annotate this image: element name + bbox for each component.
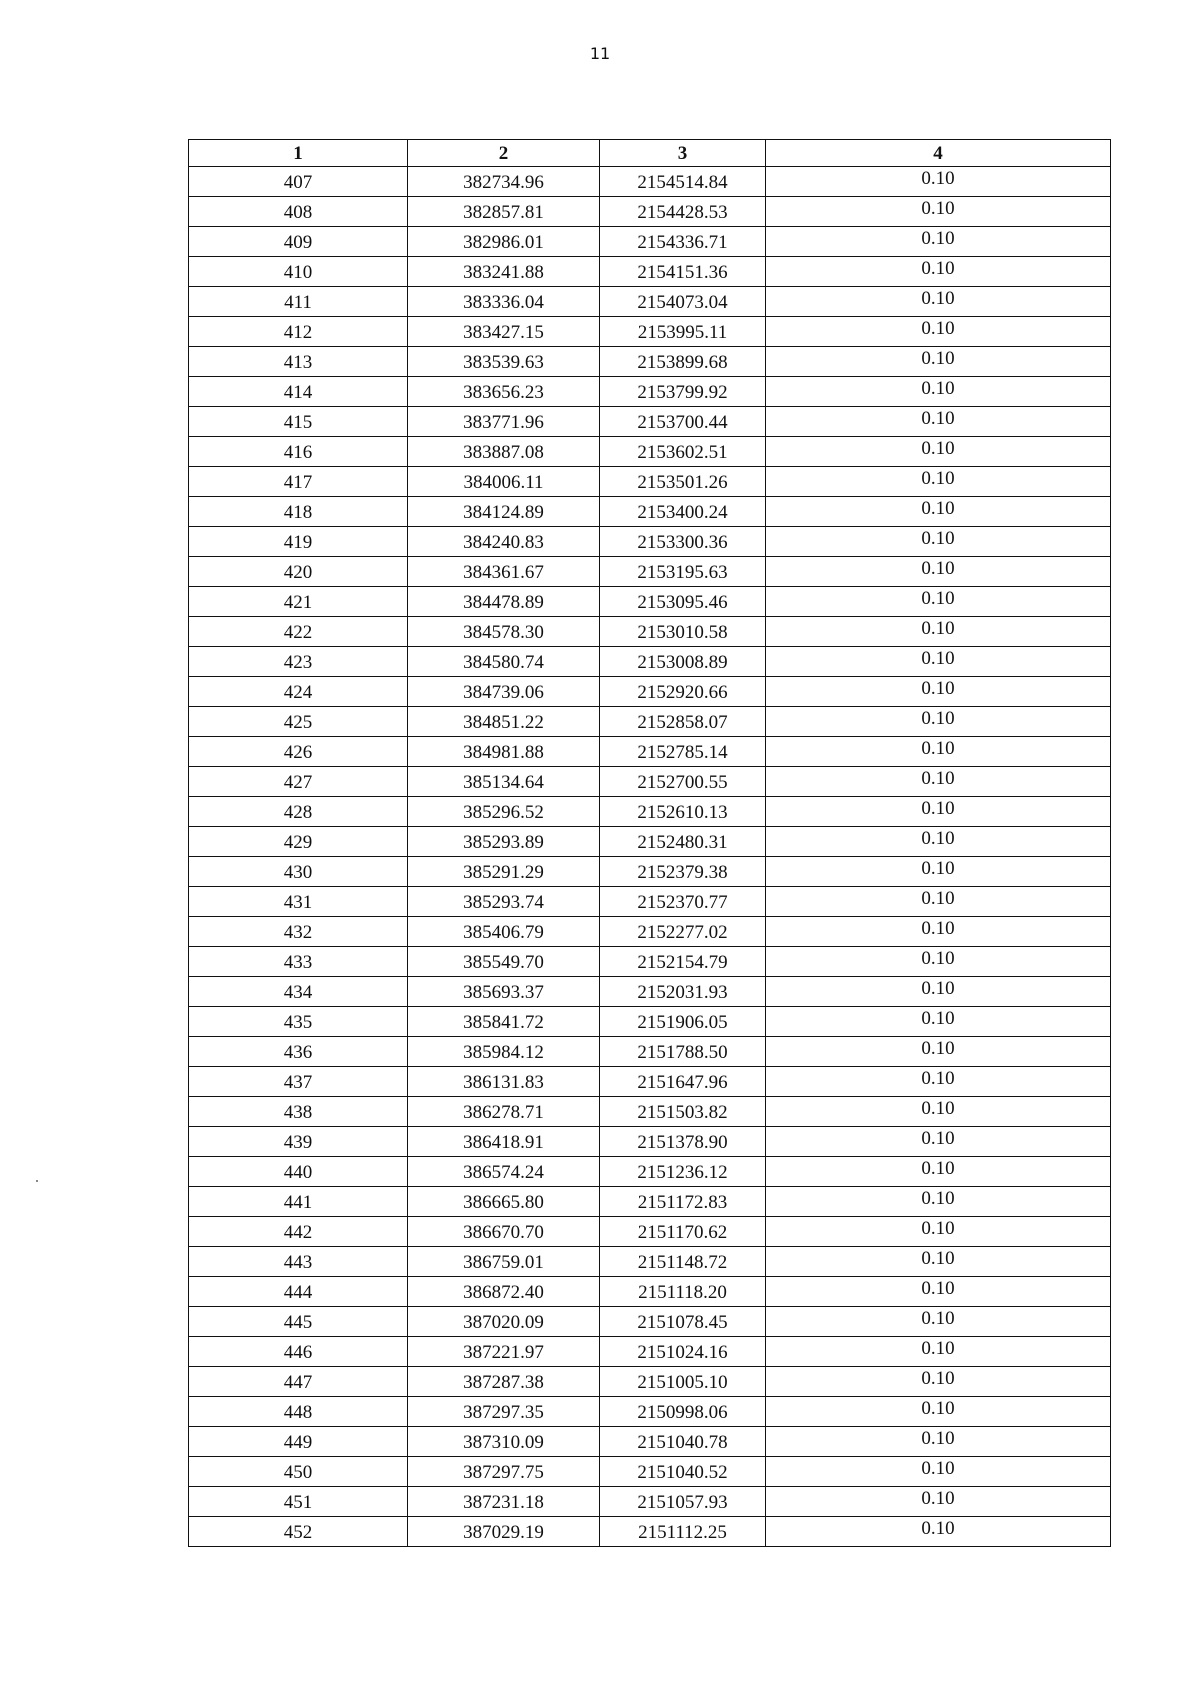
error-value-cell: 0.10 xyxy=(766,1307,1111,1337)
y-coordinate-cell: 2151118.20 xyxy=(600,1277,766,1307)
y-coordinate-cell: 2153095.46 xyxy=(600,587,766,617)
y-coordinate-cell: 2151148.72 xyxy=(600,1247,766,1277)
table-row xyxy=(189,887,1111,917)
y-coordinate-cell: 2151040.78 xyxy=(600,1427,766,1457)
x-coordinate-cell: 387310.09 xyxy=(408,1427,600,1457)
point-number-cell: 412 xyxy=(189,317,408,347)
table-row xyxy=(189,527,1111,557)
y-coordinate-cell: 2153008.89 xyxy=(600,647,766,677)
point-number-cell: 423 xyxy=(189,647,408,677)
error-value-cell: 0.10 xyxy=(766,767,1111,797)
table-row xyxy=(189,257,1111,287)
error-value-cell: 0.10 xyxy=(766,1337,1111,1367)
table-row xyxy=(189,377,1111,407)
point-number-cell: 413 xyxy=(189,347,408,377)
y-coordinate-cell: 2150998.06 xyxy=(600,1397,766,1427)
point-number-cell: 437 xyxy=(189,1067,408,1097)
error-value-cell: 0.10 xyxy=(766,1007,1111,1037)
point-number-cell: 426 xyxy=(189,737,408,767)
table-row xyxy=(189,1307,1111,1337)
error-value-cell: 0.10 xyxy=(766,497,1111,527)
table-row xyxy=(189,167,1111,197)
table-row xyxy=(189,827,1111,857)
table-row xyxy=(189,857,1111,887)
point-number-cell: 422 xyxy=(189,617,408,647)
table-row xyxy=(189,947,1111,977)
table-row xyxy=(189,1007,1111,1037)
y-coordinate-cell: 2152920.66 xyxy=(600,677,766,707)
table-row xyxy=(189,467,1111,497)
error-value-cell: 0.10 xyxy=(766,647,1111,677)
error-value-cell: 0.10 xyxy=(766,1487,1111,1517)
error-value-cell: 0.10 xyxy=(766,437,1111,467)
error-value-cell: 0.10 xyxy=(766,707,1111,737)
error-value-cell: 0.10 xyxy=(766,587,1111,617)
error-value-cell: 0.10 xyxy=(766,1517,1111,1547)
point-number-cell: 429 xyxy=(189,827,408,857)
error-value-cell: 0.10 xyxy=(766,1097,1111,1127)
point-number-cell: 431 xyxy=(189,887,408,917)
x-coordinate-cell: 387297.75 xyxy=(408,1457,600,1487)
error-value-cell: 0.10 xyxy=(766,1397,1111,1427)
point-number-cell: 445 xyxy=(189,1307,408,1337)
table-row xyxy=(189,1067,1111,1097)
point-number-cell: 410 xyxy=(189,257,408,287)
y-coordinate-cell: 2151057.93 xyxy=(600,1487,766,1517)
table-row xyxy=(189,677,1111,707)
x-coordinate-cell: 383656.23 xyxy=(408,377,600,407)
table-row xyxy=(189,497,1111,527)
y-coordinate-cell: 2151788.50 xyxy=(600,1037,766,1067)
point-number-cell: 450 xyxy=(189,1457,408,1487)
table-row xyxy=(189,1367,1111,1397)
x-coordinate-cell: 383887.08 xyxy=(408,437,600,467)
y-coordinate-cell: 2152700.55 xyxy=(600,767,766,797)
y-coordinate-cell: 2151236.12 xyxy=(600,1157,766,1187)
y-coordinate-cell: 2151503.82 xyxy=(600,1097,766,1127)
point-number-cell: 421 xyxy=(189,587,408,617)
x-coordinate-cell: 385296.52 xyxy=(408,797,600,827)
table-row xyxy=(189,1097,1111,1127)
point-number-cell: 441 xyxy=(189,1187,408,1217)
y-coordinate-cell: 2152154.79 xyxy=(600,947,766,977)
point-number-cell: 420 xyxy=(189,557,408,587)
x-coordinate-cell: 384981.88 xyxy=(408,737,600,767)
error-value-cell: 0.10 xyxy=(766,317,1111,347)
error-value-cell: 0.10 xyxy=(766,227,1111,257)
point-number-cell: 432 xyxy=(189,917,408,947)
point-number-cell: 415 xyxy=(189,407,408,437)
coordinates-table xyxy=(188,139,1111,1547)
x-coordinate-cell: 383539.63 xyxy=(408,347,600,377)
point-number-cell: 436 xyxy=(189,1037,408,1067)
y-coordinate-cell: 2152610.13 xyxy=(600,797,766,827)
table-row xyxy=(189,1487,1111,1517)
table-row xyxy=(189,587,1111,617)
x-coordinate-cell: 385293.74 xyxy=(408,887,600,917)
y-coordinate-cell: 2151024.16 xyxy=(600,1337,766,1367)
point-number-cell: 443 xyxy=(189,1247,408,1277)
point-number-cell: 447 xyxy=(189,1367,408,1397)
y-coordinate-cell: 2153799.92 xyxy=(600,377,766,407)
y-coordinate-cell: 2151170.62 xyxy=(600,1217,766,1247)
x-coordinate-cell: 385406.79 xyxy=(408,917,600,947)
y-coordinate-cell: 2153400.24 xyxy=(600,497,766,527)
error-value-cell: 0.10 xyxy=(766,947,1111,977)
y-coordinate-cell: 2152480.31 xyxy=(600,827,766,857)
x-coordinate-cell: 384006.11 xyxy=(408,467,600,497)
table-row xyxy=(189,977,1111,1007)
table-row xyxy=(189,1157,1111,1187)
table-row xyxy=(189,287,1111,317)
y-coordinate-cell: 2154151.36 xyxy=(600,257,766,287)
y-coordinate-cell: 2152379.38 xyxy=(600,857,766,887)
y-coordinate-cell: 2151040.52 xyxy=(600,1457,766,1487)
x-coordinate-cell: 385693.37 xyxy=(408,977,600,1007)
table-row xyxy=(189,647,1111,677)
page-number: 11 xyxy=(589,44,611,63)
y-coordinate-cell: 2152277.02 xyxy=(600,917,766,947)
x-coordinate-cell: 386670.70 xyxy=(408,1217,600,1247)
point-number-cell: 435 xyxy=(189,1007,408,1037)
point-number-cell: 428 xyxy=(189,797,408,827)
table-row xyxy=(189,917,1111,947)
point-number-cell: 430 xyxy=(189,857,408,887)
point-number-cell: 452 xyxy=(189,1517,408,1547)
table-row xyxy=(189,737,1111,767)
point-number-cell: 424 xyxy=(189,677,408,707)
error-value-cell: 0.10 xyxy=(766,287,1111,317)
x-coordinate-cell: 384851.22 xyxy=(408,707,600,737)
table-row xyxy=(189,407,1111,437)
table-row xyxy=(189,1277,1111,1307)
y-coordinate-cell: 2153300.36 xyxy=(600,527,766,557)
y-coordinate-cell: 2151005.10 xyxy=(600,1367,766,1397)
error-value-cell: 0.10 xyxy=(766,1217,1111,1247)
error-value-cell: 0.10 xyxy=(766,1037,1111,1067)
x-coordinate-cell: 387221.97 xyxy=(408,1337,600,1367)
error-value-cell: 0.10 xyxy=(766,887,1111,917)
x-coordinate-cell: 384580.74 xyxy=(408,647,600,677)
point-number-cell: 433 xyxy=(189,947,408,977)
table-row xyxy=(189,1127,1111,1157)
error-value-cell: 0.10 xyxy=(766,677,1111,707)
y-coordinate-cell: 2153899.68 xyxy=(600,347,766,377)
y-coordinate-cell: 2151112.25 xyxy=(600,1517,766,1547)
error-value-cell: 0.10 xyxy=(766,857,1111,887)
point-number-cell: 440 xyxy=(189,1157,408,1187)
error-value-cell: 0.10 xyxy=(766,1427,1111,1457)
x-coordinate-cell: 382857.81 xyxy=(408,197,600,227)
point-number-cell: 427 xyxy=(189,767,408,797)
x-coordinate-cell: 383771.96 xyxy=(408,407,600,437)
error-value-cell: 0.10 xyxy=(766,347,1111,377)
y-coordinate-cell: 2151647.96 xyxy=(600,1067,766,1097)
error-value-cell: 0.10 xyxy=(766,1277,1111,1307)
y-coordinate-cell: 2154336.71 xyxy=(600,227,766,257)
x-coordinate-cell: 383427.15 xyxy=(408,317,600,347)
column-header-1: 1 xyxy=(189,140,408,167)
x-coordinate-cell: 385984.12 xyxy=(408,1037,600,1067)
error-value-cell: 0.10 xyxy=(766,557,1111,587)
y-coordinate-cell: 2154514.84 xyxy=(600,167,766,197)
table-row xyxy=(189,347,1111,377)
x-coordinate-cell: 384240.83 xyxy=(408,527,600,557)
error-value-cell: 0.10 xyxy=(766,1457,1111,1487)
x-coordinate-cell: 386418.91 xyxy=(408,1127,600,1157)
error-value-cell: 0.10 xyxy=(766,1157,1111,1187)
table-row xyxy=(189,197,1111,227)
x-coordinate-cell: 387287.38 xyxy=(408,1367,600,1397)
point-number-cell: 409 xyxy=(189,227,408,257)
column-header-4: 4 xyxy=(766,140,1111,167)
table-row xyxy=(189,797,1111,827)
y-coordinate-cell: 2152858.07 xyxy=(600,707,766,737)
x-coordinate-cell: 386278.71 xyxy=(408,1097,600,1127)
error-value-cell: 0.10 xyxy=(766,827,1111,857)
point-number-cell: 434 xyxy=(189,977,408,1007)
x-coordinate-cell: 386759.01 xyxy=(408,1247,600,1277)
x-coordinate-cell: 385293.89 xyxy=(408,827,600,857)
error-value-cell: 0.10 xyxy=(766,1247,1111,1277)
table-body xyxy=(189,167,1111,1547)
x-coordinate-cell: 385549.70 xyxy=(408,947,600,977)
error-value-cell: 0.10 xyxy=(766,737,1111,767)
error-value-cell: 0.10 xyxy=(766,617,1111,647)
y-coordinate-cell: 2153700.44 xyxy=(600,407,766,437)
error-value-cell: 0.10 xyxy=(766,257,1111,287)
x-coordinate-cell: 384361.67 xyxy=(408,557,600,587)
y-coordinate-cell: 2154428.53 xyxy=(600,197,766,227)
x-coordinate-cell: 383336.04 xyxy=(408,287,600,317)
x-coordinate-cell: 387231.18 xyxy=(408,1487,600,1517)
y-coordinate-cell: 2153195.63 xyxy=(600,557,766,587)
x-coordinate-cell: 387029.19 xyxy=(408,1517,600,1547)
point-number-cell: 416 xyxy=(189,437,408,467)
table-row xyxy=(189,1517,1111,1547)
error-value-cell: 0.10 xyxy=(766,1067,1111,1097)
point-number-cell: 414 xyxy=(189,377,408,407)
table-row xyxy=(189,1037,1111,1067)
table-row xyxy=(189,617,1111,647)
table-row xyxy=(189,1187,1111,1217)
point-number-cell: 451 xyxy=(189,1487,408,1517)
table-row xyxy=(189,227,1111,257)
y-coordinate-cell: 2152031.93 xyxy=(600,977,766,1007)
error-value-cell: 0.10 xyxy=(766,1187,1111,1217)
table-row xyxy=(189,1247,1111,1277)
x-coordinate-cell: 387020.09 xyxy=(408,1307,600,1337)
x-coordinate-cell: 385841.72 xyxy=(408,1007,600,1037)
x-coordinate-cell: 385134.64 xyxy=(408,767,600,797)
column-header-2: 2 xyxy=(408,140,600,167)
point-number-cell: 407 xyxy=(189,167,408,197)
table-header-row xyxy=(189,140,1111,167)
point-number-cell: 438 xyxy=(189,1097,408,1127)
table-row xyxy=(189,1337,1111,1367)
x-coordinate-cell: 386872.40 xyxy=(408,1277,600,1307)
error-value-cell: 0.10 xyxy=(766,1367,1111,1397)
table-row xyxy=(189,767,1111,797)
y-coordinate-cell: 2151078.45 xyxy=(600,1307,766,1337)
y-coordinate-cell: 2154073.04 xyxy=(600,287,766,317)
x-coordinate-cell: 385291.29 xyxy=(408,857,600,887)
y-coordinate-cell: 2153602.51 xyxy=(600,437,766,467)
table-row xyxy=(189,1217,1111,1247)
y-coordinate-cell: 2151172.83 xyxy=(600,1187,766,1217)
table-row xyxy=(189,1457,1111,1487)
point-number-cell: 444 xyxy=(189,1277,408,1307)
y-coordinate-cell: 2152370.77 xyxy=(600,887,766,917)
point-number-cell: 446 xyxy=(189,1337,408,1367)
x-coordinate-cell: 384478.89 xyxy=(408,587,600,617)
point-number-cell: 419 xyxy=(189,527,408,557)
point-number-cell: 425 xyxy=(189,707,408,737)
x-coordinate-cell: 382986.01 xyxy=(408,227,600,257)
table-row xyxy=(189,557,1111,587)
point-number-cell: 417 xyxy=(189,467,408,497)
error-value-cell: 0.10 xyxy=(766,1127,1111,1157)
x-coordinate-cell: 384124.89 xyxy=(408,497,600,527)
x-coordinate-cell: 384739.06 xyxy=(408,677,600,707)
point-number-cell: 439 xyxy=(189,1127,408,1157)
x-coordinate-cell: 386665.80 xyxy=(408,1187,600,1217)
point-number-cell: 411 xyxy=(189,287,408,317)
x-coordinate-cell: 386574.24 xyxy=(408,1157,600,1187)
error-value-cell: 0.10 xyxy=(766,797,1111,827)
y-coordinate-cell: 2153501.26 xyxy=(600,467,766,497)
y-coordinate-cell: 2151906.05 xyxy=(600,1007,766,1037)
point-number-cell: 408 xyxy=(189,197,408,227)
table-row xyxy=(189,317,1111,347)
y-coordinate-cell: 2153010.58 xyxy=(600,617,766,647)
error-value-cell: 0.10 xyxy=(766,467,1111,497)
error-value-cell: 0.10 xyxy=(766,167,1111,197)
point-number-cell: 448 xyxy=(189,1397,408,1427)
table-row xyxy=(189,707,1111,737)
table-row xyxy=(189,1427,1111,1457)
table-row xyxy=(189,1397,1111,1427)
error-value-cell: 0.10 xyxy=(766,977,1111,1007)
table-row xyxy=(189,437,1111,467)
x-coordinate-cell: 382734.96 xyxy=(408,167,600,197)
point-number-cell: 418 xyxy=(189,497,408,527)
y-coordinate-cell: 2153995.11 xyxy=(600,317,766,347)
x-coordinate-cell: 386131.83 xyxy=(408,1067,600,1097)
error-value-cell: 0.10 xyxy=(766,527,1111,557)
column-header-3: 3 xyxy=(600,140,766,167)
x-coordinate-cell: 387297.35 xyxy=(408,1397,600,1427)
x-coordinate-cell: 383241.88 xyxy=(408,257,600,287)
error-value-cell: 0.10 xyxy=(766,377,1111,407)
error-value-cell: 0.10 xyxy=(766,197,1111,227)
error-value-cell: 0.10 xyxy=(766,917,1111,947)
x-coordinate-cell: 384578.30 xyxy=(408,617,600,647)
point-number-cell: 442 xyxy=(189,1217,408,1247)
scan-speck xyxy=(36,1180,38,1182)
point-number-cell: 449 xyxy=(189,1427,408,1457)
y-coordinate-cell: 2151378.90 xyxy=(600,1127,766,1157)
y-coordinate-cell: 2152785.14 xyxy=(600,737,766,767)
error-value-cell: 0.10 xyxy=(766,407,1111,437)
